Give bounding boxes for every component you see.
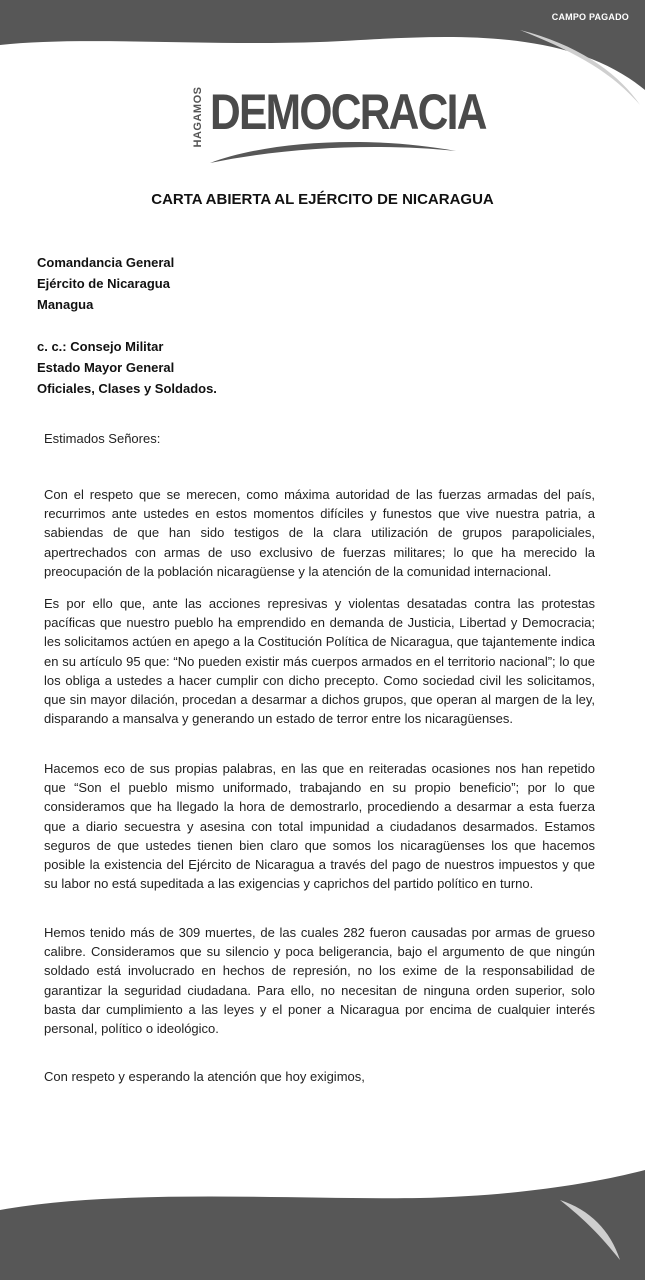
recipient-line: Comandancia General bbox=[37, 255, 175, 270]
paid-field-label: CAMPO PAGADO bbox=[551, 12, 629, 22]
body-paragraph: Hacemos eco de sus propias palabras, en las que en reiteradas ocasiones nos han repetido que “Son el pueblo mismo uniformado, trabajando en su propio beneficio”; por lo que consideramos que ha llegado la hora de demostrarlo, procediendo a desarmar a esta fuerza que a diario secuestra y asesina con total impunidad a ciudadanos desarmados. Estamos seguros de que ustedes tienen bien claro que somos los nicaragüenses los que hacemos posible la existencia del Ejército de Nicaragua a través del pago de nuestros impuestos y que su labor no está supeditada a las exigencias y caprichos del partido político en turno. bbox=[44, 761, 595, 892]
footer-band bbox=[0, 1170, 645, 1280]
cc-line: Estado Mayor General bbox=[37, 360, 175, 375]
salutation: Estimados Señores: bbox=[44, 431, 161, 446]
recipient-line: Managua bbox=[37, 297, 94, 312]
body-paragraph: Hemos tenido más de 309 muertes, de las cuales 282 fueron causadas por armas de grueso calibre. Consideramos que su silencio y poca beligerancia, bajo el argumento de que ningún soldado está involucrado en hechos de represión, no los exime de la responsabilidad de garantizar la seguridad ciudadana. Para ello, no necesitan de ninguna orden superior, solo basta dar cumplimiento a las leyes y el poner a Nicaragua por encima de cualquier interés personal, político o ideológico. bbox=[44, 925, 595, 1037]
logo-main-text: DEMOCRACIA bbox=[210, 84, 486, 140]
logo-swoosh bbox=[208, 137, 458, 167]
letter-title: CARTA ABIERTA AL EJÉRCITO DE NICARAGUA bbox=[151, 191, 494, 208]
recipient-line: Ejército de Nicaragua bbox=[37, 276, 170, 291]
recipient-block bbox=[37, 252, 174, 315]
cc-line: Oficiales, Clases y Soldados. bbox=[37, 381, 217, 396]
closing-line: Con respeto y esperando la atención que hoy exigimos, bbox=[44, 1069, 365, 1084]
cc-line: c. c.: Consejo Militar bbox=[37, 339, 164, 354]
body-paragraph: Con el respeto que se merecen, como máxima autoridad de las fuerzas armadas del país, recurrimos ante ustedes en estos momentos difíciles y funestos que vive nuestra patria, a sabiendas de que han sido testigos de la clara utilización de grupos parapoliciales, apertrechados con armas de uso exclusivo de fuerzas militares; lo que ha merecido la preocupación de la población nicaragüense y la atención de la comunidad internacional. bbox=[44, 487, 595, 579]
body-paragraph: Es por ello que, ante las acciones represivas y violentas desatadas contra las protestas pacíficas que nuestro pueblo ha emprendido en demanda de Justicia, Libertad y Democracia; les solicitamos actúen en apego a la Costitución Política de Nicaragua, que tajantemente indica en su artículo 95 que: “No pueden existir más cuerpos armados en el territorio nacional”; lo que los obliga a ustedes a hacer cumplir con dicho precepto. Como sociedad civil les solicitamos, que sin mayor dilación, procedan a desarmar a dichos grupos, que operan al margen de la ley, disparando a mansalva y generando un estado de terror entre los nicaragüenses. bbox=[44, 596, 595, 727]
cc-block bbox=[37, 336, 217, 399]
hagamos-democracia-logo bbox=[188, 84, 486, 170]
logo-small-text: HAGAMOS bbox=[192, 86, 204, 148]
